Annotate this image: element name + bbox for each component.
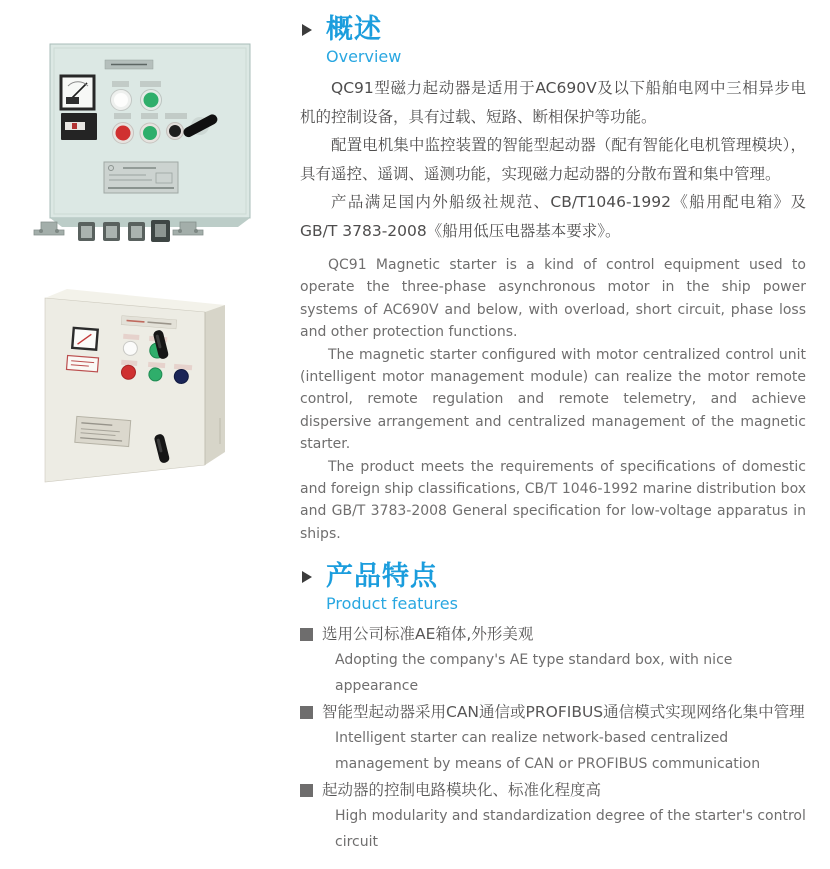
section-overview	[300, 14, 806, 545]
feature-list	[300, 621, 806, 855]
feature-text-zh: 选用公司标准AE箱体,外形美观	[322, 625, 534, 644]
feature-line-zh	[300, 777, 806, 804]
features-header	[300, 561, 806, 614]
feature-bullet-icon	[300, 784, 313, 797]
red-button-icon	[121, 365, 136, 380]
meter-icon	[72, 328, 97, 350]
feature-item	[300, 777, 806, 855]
green-button-icon	[143, 126, 157, 140]
features-title-zh: 产品特点	[326, 561, 438, 593]
section-marker-icon	[302, 24, 312, 36]
feature-item	[300, 699, 806, 777]
feature-bullet-icon	[300, 628, 313, 641]
green-lamp-icon	[144, 93, 159, 108]
overview-paragraph-en: The magnetic starter configured with motor centralized control unit (intelligent motor management module) can realize the motor remote control, remote regulation and remote telemetry, and achieve dispersive arrangement and centralized management of the magnetic starter.	[300, 346, 806, 453]
overview-paragraph-en: The product meets the requirements of specifications of domestic and foreign ship classifications, CB/T 1046-1992 marine distribution box and GB/T 3783-2008 General specification for low-voltage apparatus in ships.	[300, 458, 806, 542]
overview-chinese-paragraphs	[300, 74, 806, 245]
feature-text-zh: 智能型起动器采用CAN通信或PROFIBUS通信模式实现网络化集中管理	[322, 703, 805, 722]
overview-paragraph-en: QC91 Magnetic starter is a kind of control equipment used to operate the three-phase asynchronous motor in the ship power systems of AC690V and below, with overload, short circuit, phase loss and other protection functions.	[300, 257, 806, 341]
feature-line-zh	[300, 699, 806, 726]
overview-title-en: Overview	[326, 47, 402, 66]
features-title-en: Product features	[326, 594, 458, 614]
feature-text-en: Adopting the company's AE type standard box, with nice appearance	[335, 652, 733, 694]
overview-header	[300, 14, 806, 67]
product-photos-column	[0, 0, 290, 869]
overview-paragraph-zh: 产品满足国内外船级社规范、CB/T1046-1992《船用配电箱》及GB/T 3783-2008《船用低压电器基本要求》。	[300, 193, 806, 240]
section-marker-icon	[302, 571, 312, 583]
cabinet-top-label	[105, 60, 153, 69]
nameplate	[104, 162, 178, 193]
white-button-icon	[123, 341, 138, 356]
section-product-features	[300, 561, 806, 855]
ammeter-icon	[61, 76, 94, 109]
warning-label	[67, 355, 99, 371]
feature-text-zh: 起动器的控制电路模块化、标准化程度高	[322, 781, 602, 800]
white-lamp-icon	[114, 93, 128, 107]
product-photo-front-view	[28, 30, 268, 245]
content-column	[300, 14, 806, 855]
overview-english-paragraphs	[300, 254, 806, 545]
feature-item	[300, 621, 806, 699]
nameplate	[75, 416, 131, 446]
overview-title-zh: 概述	[326, 14, 382, 45]
product-photo-perspective-view	[15, 268, 270, 496]
feature-bullet-icon	[300, 706, 313, 719]
black-button-icon	[169, 125, 181, 137]
green-button-icon-2	[148, 367, 162, 381]
pushbuttons	[113, 113, 188, 144]
overview-paragraph-zh: QC91型磁力起动器是适用于AC690V及以下船舶电网中三相异步电机的控制设备，具有过载、短路、断相保护等功能。	[300, 79, 806, 126]
feature-line-zh	[300, 621, 806, 648]
navy-button-icon	[174, 369, 189, 384]
breaker-switch-icon	[61, 113, 97, 140]
red-button-icon	[116, 126, 131, 141]
feature-text-en: Intelligent starter can realize network-based centralized management by means of CAN or PROFIBUS communication	[335, 730, 761, 772]
overview-paragraph-zh: 配置电机集中监控装置的智能型起动器（配有智能化电机管理模块），具有遥控、遥调、遥测功能，实现磁力起动器的分散布置和集中管理。	[300, 136, 806, 183]
feature-text-en: High modularity and standardization degree of the starter's control circuit	[335, 808, 806, 850]
